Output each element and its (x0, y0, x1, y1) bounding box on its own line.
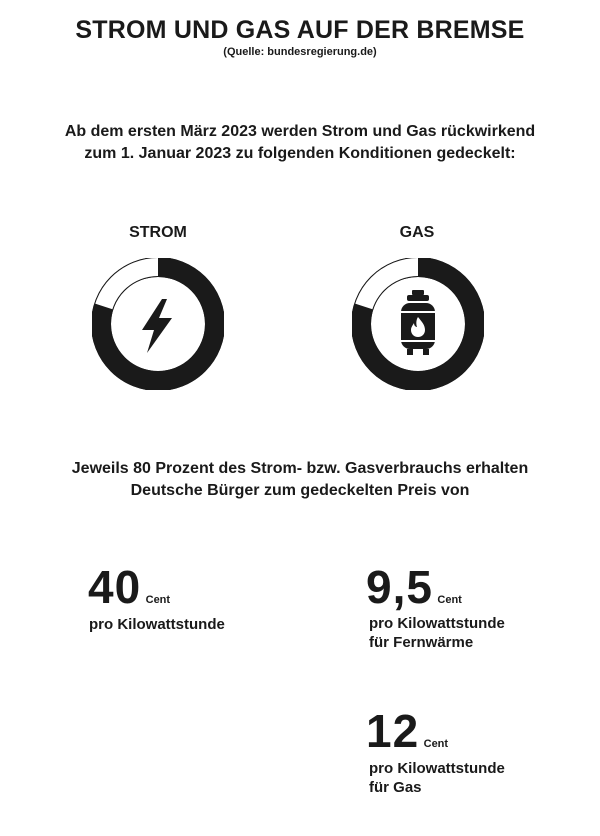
price-value: 12 (366, 705, 420, 757)
price-unit: Cent (437, 594, 462, 606)
strom-label: STROM (129, 224, 187, 241)
price-desc-line-1: pro Kilowattstunde (89, 616, 225, 633)
intro-text (30, 121, 570, 165)
price-desc-line-1: pro Kilowattstunde (369, 760, 505, 777)
price-value: 40 (88, 561, 142, 613)
consumption-line-2: Deutsche Bürger zum gedeckelten Preis von (130, 482, 470, 499)
intro-line-1: Ab dem ersten März 2023 werden Strom und Gas rückwirkend (64, 123, 536, 140)
price-value: 9,5 (366, 561, 433, 613)
price-fernwaerme (366, 561, 462, 613)
strom-ring (92, 258, 224, 390)
price-gas (366, 705, 449, 757)
price-strom-description (89, 615, 225, 634)
intro-line-2: zum 1. Januar 2023 zu folgenden Konditionen gedeckelt: (84, 145, 516, 162)
strom-ring-chart (92, 258, 224, 390)
consumption-note (30, 458, 570, 502)
page-title: STROM UND GAS AUF DER BREMSE (75, 16, 525, 44)
price-fernwaerme-description (369, 614, 505, 652)
gas-ring (352, 258, 484, 390)
price-strom (88, 561, 171, 613)
price-unit: Cent (423, 738, 449, 750)
consumption-line-1: Jeweils 80 Prozent des Strom- bzw. Gasverbrauchs erhalten (71, 460, 529, 477)
gas-label: GAS (399, 224, 435, 241)
lightning-bolt-icon (142, 299, 172, 353)
price-desc-line-2: für Fernwärme (369, 634, 474, 651)
price-desc-line-2: für Gas (369, 779, 422, 796)
price-desc-line-1: pro Kilowattstunde (369, 615, 505, 632)
price-unit: Cent (145, 594, 171, 606)
gas-ring-chart (352, 258, 484, 390)
gas-cylinder-icon (401, 290, 435, 355)
price-gas-description (369, 759, 505, 797)
source-note: (Quelle: bundesregierung.de) (223, 46, 377, 58)
